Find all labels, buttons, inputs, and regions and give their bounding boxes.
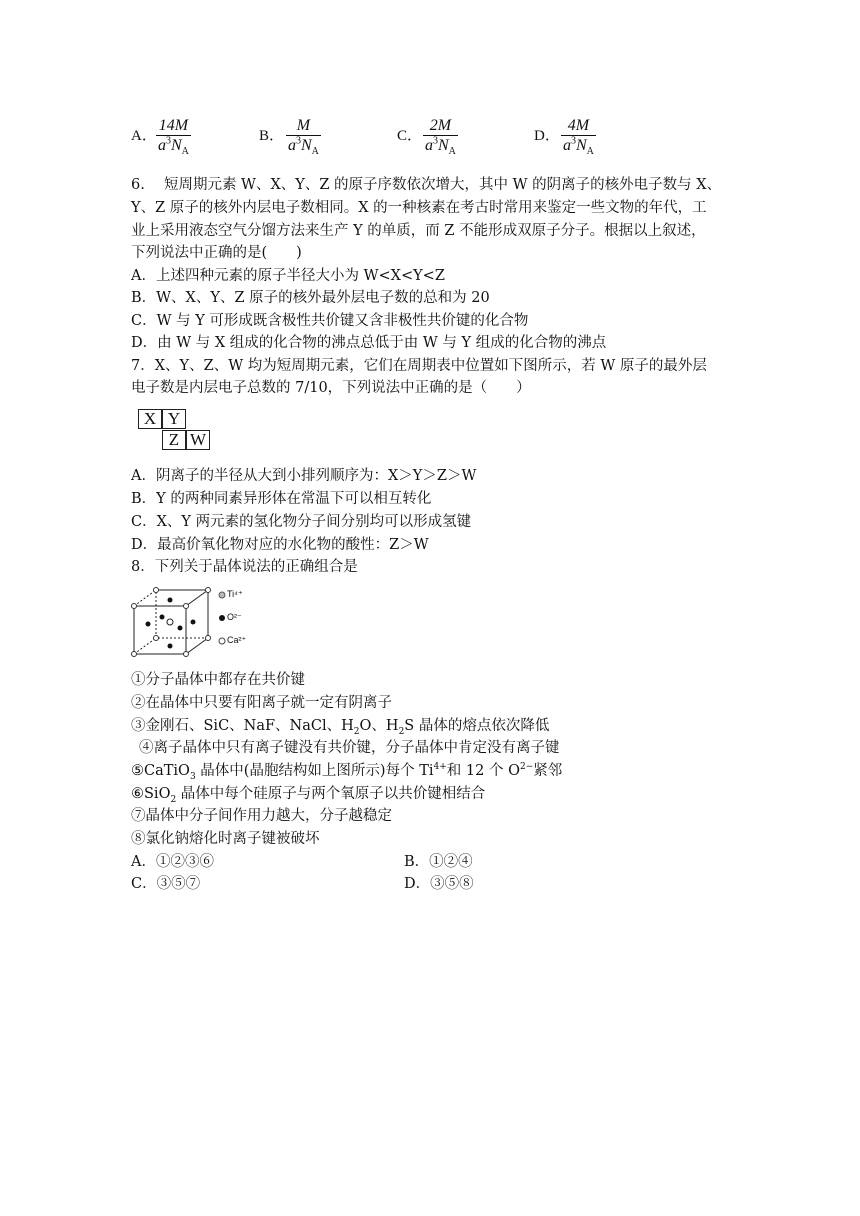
q5-option-a-denominator: $a^3N_A$ [158,135,189,158]
q5-option-b-numerator: M [296,117,311,134]
q8-stem: 8．下列关于晶体说法的正确组合是 [131,559,358,575]
q8-statement-3: ③金刚石、SiC、NaF、NaCl、$H_2O$、$H_2S$ 晶体的熔点依次降低 [131,718,550,737]
legend-ca-symbol [218,637,226,645]
q8-option-b: B．①②④ [404,854,473,870]
legend-ti-symbol [218,591,226,599]
q8-statement-5: ⑤CaTiO$_3$ 晶体中(晶胞结构如上图所示)每个 $Ti^{4+}$和 12 个 $O^{2-}$紧邻 [131,762,563,782]
legend-ti-label: Ti⁴⁺ [227,589,243,599]
q6-stem-line-4: 下列说法中正确的是( ) [131,245,302,261]
q8-option-c: C．③⑤⑦ [131,876,201,892]
q7-stem-line-2: 电子数是内层电子总数的 7/10，下列说法中正确的是（ ） [131,380,531,396]
q7-option-c: C．X、Y 两元素的氢化物分子间分别均可以形成氢键 [131,514,472,530]
grid-cell-z: Z [162,430,186,450]
grid-cell-y: Y [162,409,186,429]
q8-statement-1: ①分子晶体中都存在共价键 [131,672,305,688]
q7-option-d: D．最高价氧化物对应的水化物的酸性：Z＞W [131,537,429,553]
q5-option-b-denominator: $a^3N_A$ [288,135,319,158]
q8-statement-6: ⑥SiO$_2$ 晶体中每个硅原子与两个氧原子以共价键相结合 [131,786,486,805]
q5-option-d-denominator: $a^3N_A$ [563,135,594,158]
grid-cell-x: X [138,409,162,429]
q5-option-d-fraction [561,117,596,156]
q5-option-a-fraction [156,117,191,156]
q5-option-c-denominator: $a^3N_A$ [425,135,456,158]
q5-option-d-numerator: 4M [567,117,590,134]
q8-statement-7: ⑦晶体中分子间作用力越大，分子越稳定 [131,808,392,824]
q6-option-b: B．W、X、Y、Z 原子的核外最外层电子数的总和为 20 [131,290,490,306]
q8-statement-4: ④离子晶体中只有离子键没有共价键，分子晶体中肯定没有离子键 [139,740,560,756]
q5-option-c-label: C． [397,128,423,144]
q8-option-a: A．①②③⑥ [131,854,214,870]
q5-option-b-fraction [286,117,321,156]
q5-option-d-label: D． [534,128,560,144]
legend-o-label: O²⁻ [227,612,242,622]
q8-option-d: D．③⑤⑧ [404,876,474,892]
q6-option-c: C．W 与 Y 可形成既含极性共价键又含非极性共价键的化合物 [131,313,529,329]
q5-option-c-numerator: 2M [429,117,452,134]
q7-option-b: B．Y 的两种同素异形体在常温下可以相互转化 [131,491,432,507]
q5-option-a-numerator: 14M [158,117,189,134]
q6-option-d: D．由 W 与 X 组成的化合物的沸点总低于由 W 与 Y 组成的化合物的沸点 [131,335,607,351]
q5-option-b-label: B． [259,128,285,144]
q7-stem-line-1: 7．X、Y、Z、W 均为短周期元素，它们在周期表中位置如下图所示，若 W 原子的最外层 [131,358,707,374]
q6-option-a: A．上述四种元素的原子半径大小为 W<X<Y<Z [131,268,445,284]
q5-option-c-fraction [423,117,458,156]
q6-stem-line-2: Y、Z 原子的核外内层电子数相同。X 的一种核素在考古时常用来鉴定一些文物的年代，工 [131,200,707,216]
q8-statement-2: ②在晶体中只要有阳离子就一定有阴离子 [131,695,392,711]
legend-o-symbol [218,614,226,622]
perovskite-unit-cell-diagram [128,586,220,658]
legend-ca-label: Ca²⁺ [227,635,247,645]
q8-statement-8: ⑧氯化钠熔化时离子键被破坏 [131,831,320,847]
q7-option-a: A．阴离子的半径从大到小排列顺序为：X＞Y＞Z＞W [131,468,477,484]
q6-stem-line-1: 6. 短周期元素 W、X、Y、Z 的原子序数依次增大，其中 W 的阴离子的核外电子数与 X、 [131,177,722,193]
q5-option-a-label: A． [131,128,157,144]
q6-stem-line-3: 业上采用液态空气分馏方法来生产 Y 的单质，而 Z 不能形成双原子分子。根据以上叙述， [131,223,706,239]
grid-cell-w: W [186,430,210,450]
